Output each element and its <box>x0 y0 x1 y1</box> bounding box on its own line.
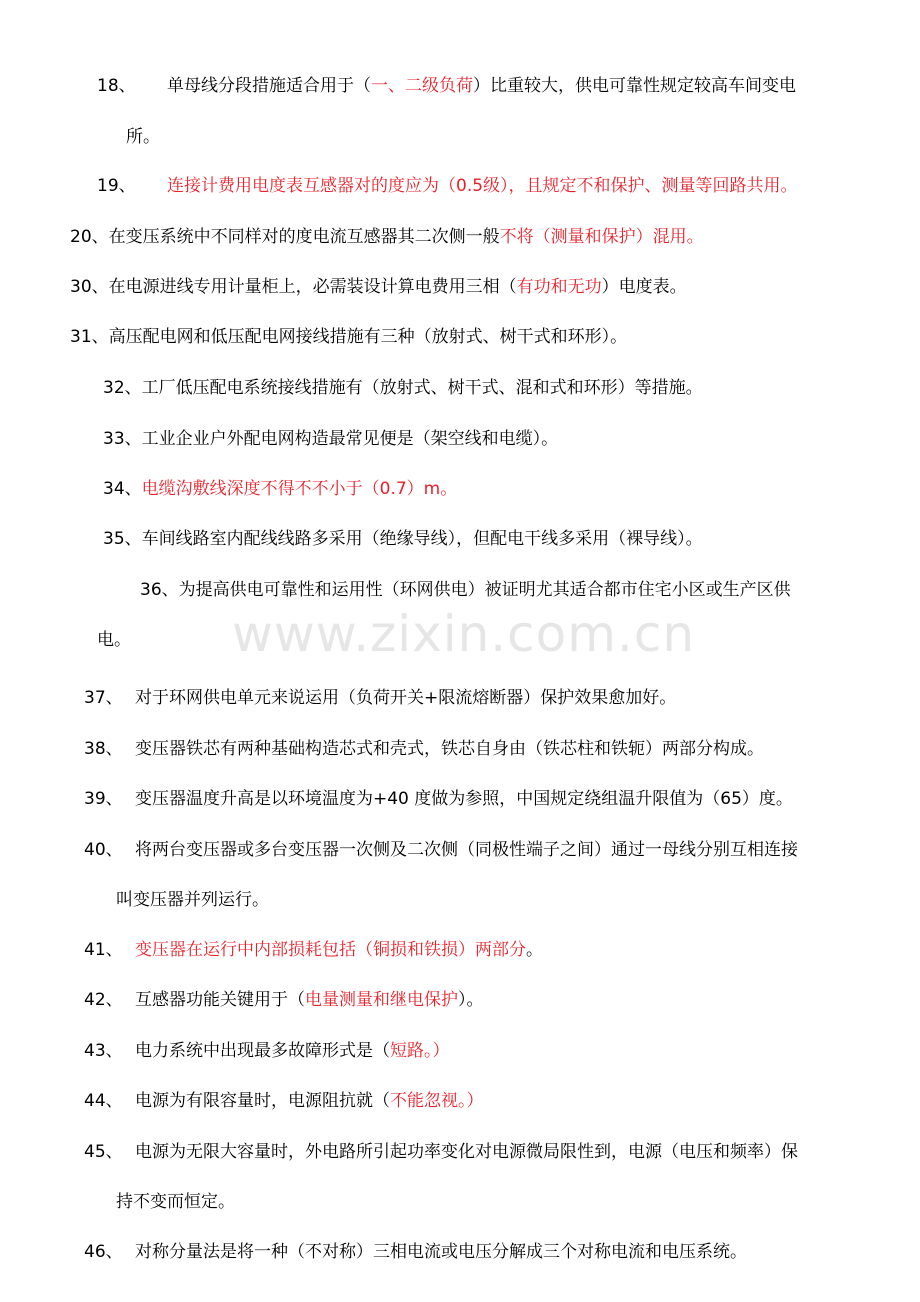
item-44-text <box>135 1089 484 1113</box>
item-34-text <box>103 477 457 501</box>
item-30-highlight: 有功和无功 <box>516 277 602 297</box>
item-43-text <box>135 1039 450 1063</box>
item-44-part-c: 。） <box>458 1091 484 1111</box>
watermark: www.zixin.com.cn <box>232 605 696 663</box>
item-46-number: 46、 <box>84 1242 123 1262</box>
item-43-part-a: 电力系统中出现最多故障形式是（ <box>135 1041 390 1061</box>
item-38-number: 38、 <box>84 739 123 759</box>
item-18-part-c: ）比重较大，供电可靠性规定较高车间变电 <box>473 76 796 96</box>
item-42-text <box>135 988 484 1012</box>
item-41-text <box>135 938 543 962</box>
item-42-number: 42、 <box>84 990 123 1010</box>
item-36-continuation: 电。 <box>97 630 131 650</box>
item-42-highlight: 电量测量和继电保护 <box>305 990 458 1010</box>
item-40-continuation: 叫变压器并列运行。 <box>116 890 269 910</box>
item-44-highlight: 不能忽视 <box>390 1091 458 1111</box>
item-32-text: 32、工厂低压配电系统接线措施有（放射式、树干式、混和式和环形）等措施。 <box>103 378 703 398</box>
item-36-text: 36、为提高供电可靠性和运用性（环网供电）被证明尤其适合都市住宅小区或生产区供 <box>140 580 791 600</box>
item-18-part-a: 单母线分段措施适合用于（ <box>167 76 371 96</box>
item-30-text <box>70 275 687 299</box>
item-18-continuation: 所。 <box>126 127 160 147</box>
item-19-text: 连接计费用电度表互感器对的度应为（0.5级），且规定不和保护、测量等回路共用。 <box>167 176 798 196</box>
item-42-part-a: 互感器功能关键用于（ <box>135 990 305 1010</box>
item-45-text: 电源为无限大容量时，外电路所引起功率变化对电源微局限性到，电源（电压和频率）保 <box>135 1142 798 1162</box>
item-45-continuation: 持不变而恒定。 <box>116 1192 235 1212</box>
item-33-text: 33、工业企业户外配电网构造最常见便是（架空线和电缆）。 <box>103 429 559 449</box>
item-35-text: 35、车间线路室内配线线路多采用（绝缘导线），但配电干线多采用（裸导线）。 <box>103 529 703 549</box>
item-46-text: 对称分量法是将一种（不对称）三相电流或电压分解成三个对称电流和电压系统。 <box>135 1242 747 1262</box>
item-43-highlight: 短路 <box>390 1041 424 1061</box>
item-20-part-a: 20、在变压系统中不同样对的度电流互感器其二次侧一般 <box>70 227 500 247</box>
item-43-part-c: 。） <box>424 1041 450 1061</box>
item-38-text: 变压器铁芯有两种基础构造芯式和壳式，铁芯自身由（铁芯柱和铁轭）两部分构成。 <box>135 739 764 759</box>
item-18-highlight: 一、二级负荷 <box>371 76 473 96</box>
item-20-text <box>70 225 704 249</box>
item-39-text: 变压器温度升高是以环境温度为+40 度做为参照，中国规定绕组温升限值为（65）度。 <box>135 789 793 809</box>
item-39-number: 39、 <box>84 789 123 809</box>
item-41-end: 。 <box>526 940 543 960</box>
item-40-text: 将两台变压器或多台变压器一次侧及二次侧（同极性端子之间）通过一母线分别互相连接 <box>135 840 798 860</box>
item-30-part-a: 30、在电源进线专用计量柜上，必需装设计算电费用三相（ <box>70 277 517 297</box>
item-19-number: 19、 <box>97 176 136 196</box>
item-44-part-a: 电源为有限容量时，电源阻抗就（ <box>135 1091 390 1111</box>
item-34-highlight: 电缆沟敷线深度不得不不小于（0.7）m。 <box>141 479 458 499</box>
item-41-number: 41、 <box>84 940 123 960</box>
item-18-number: 18、 <box>97 76 136 96</box>
item-44-number: 44、 <box>84 1091 123 1111</box>
item-41-highlight: 变压器在运行中内部损耗包括（铜损和铁损）两部分 <box>135 940 526 960</box>
item-43-number: 43、 <box>84 1041 123 1061</box>
item-37-number: 37、 <box>84 688 123 708</box>
item-37-text: 对于环网供电单元来说运用（负荷开关+限流熔断器）保护效果愈加好。 <box>135 688 677 708</box>
item-30-part-c: ）电度表。 <box>601 277 687 297</box>
item-45-number: 45、 <box>84 1142 123 1162</box>
item-42-part-c: ）。 <box>458 990 484 1010</box>
item-31-text: 31、高压配电网和低压配电网接线措施有三种（放射式、树干式和环形）。 <box>70 327 628 347</box>
item-34-number: 34、 <box>103 479 142 499</box>
item-40-number: 40、 <box>84 840 123 860</box>
item-20-highlight: 不将（测量和保护）混用。 <box>499 227 704 247</box>
item-18-text <box>167 74 796 98</box>
